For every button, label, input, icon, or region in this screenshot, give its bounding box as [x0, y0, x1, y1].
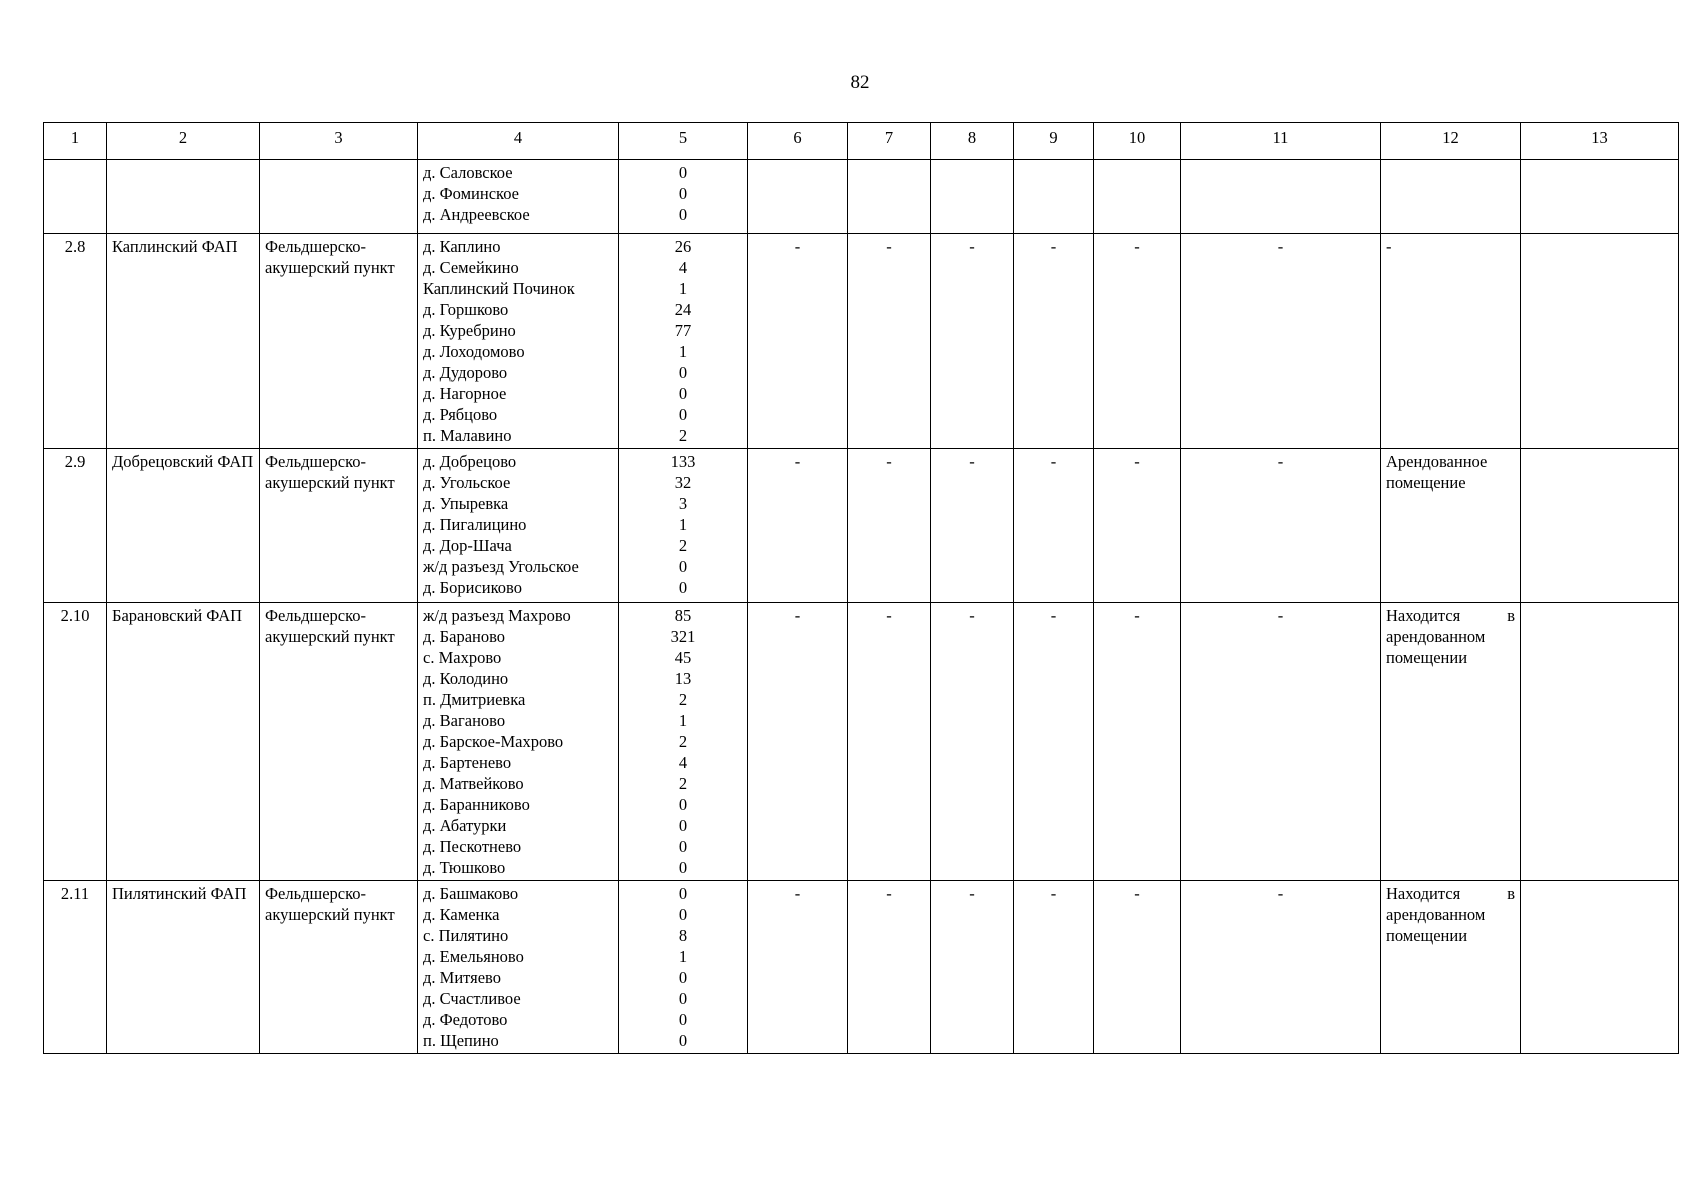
population-count: 2 — [678, 732, 688, 751]
population-count: 0 — [678, 205, 688, 224]
settlement-name: д. Добрецово — [423, 452, 517, 471]
settlement-name: д. Матвейково — [423, 774, 524, 793]
column-header-4: 4 — [418, 123, 619, 160]
row-number-cell — [44, 160, 107, 234]
column-11-cell — [1181, 160, 1381, 234]
column-header-6: 6 — [748, 123, 848, 160]
column-header-10: 10 — [1094, 123, 1181, 160]
table-row — [44, 881, 1679, 1054]
population-count: 13 — [674, 669, 692, 688]
population-count: 4 — [678, 753, 688, 772]
settlement-name: д. Тюшково — [423, 858, 506, 877]
settlement-name: д. Куребрино — [423, 321, 516, 340]
population-count: 0 — [678, 384, 688, 403]
settlement-name: д. Горшково — [423, 300, 509, 319]
facility-type-cell: Фельдшерско-акушерский пункт — [260, 603, 418, 881]
settlement-name: ж/д разъезд Угольское — [423, 557, 579, 576]
population-count: 0 — [678, 363, 688, 382]
population-count: 32 — [674, 473, 692, 492]
column-11-cell: - — [1181, 881, 1381, 1054]
population-count: 0 — [678, 163, 688, 182]
column-11-cell: - — [1181, 603, 1381, 881]
population-count: 0 — [678, 858, 688, 877]
column-header-7: 7 — [848, 123, 931, 160]
facility-type-cell: Фельдшерско-акушерский пункт — [260, 449, 418, 603]
population-count: 4 — [678, 258, 688, 277]
column-9-cell: - — [1014, 234, 1094, 449]
population-count: 0 — [678, 405, 688, 424]
column-9-cell: - — [1014, 603, 1094, 881]
column-8-cell: - — [931, 234, 1014, 449]
population-count: 24 — [674, 300, 692, 319]
population-count: 0 — [678, 968, 688, 987]
settlement-name: д. Абатурки — [423, 816, 507, 835]
column-8-cell: - — [931, 603, 1014, 881]
column-9-cell — [1014, 160, 1094, 234]
column-11-cell: - — [1181, 449, 1381, 603]
population-count: 0 — [678, 1010, 688, 1029]
population-count: 2 — [678, 536, 688, 555]
table-row — [44, 449, 1679, 603]
population-count: 77 — [674, 321, 692, 340]
column-header-9: 9 — [1014, 123, 1094, 160]
population-count: 2 — [678, 690, 688, 709]
population-count: 321 — [670, 627, 696, 646]
column-12-cell — [1381, 160, 1521, 234]
column-6-cell — [748, 160, 848, 234]
population-count-cell — [619, 234, 748, 449]
row-number-cell: 2.11 — [44, 881, 107, 1054]
population-count: 2 — [678, 426, 688, 445]
population-count: 2 — [678, 774, 688, 793]
column-12-cell: Находится в арендованном помещении — [1381, 881, 1521, 1054]
column-13-cell — [1521, 234, 1679, 449]
population-count: 0 — [678, 578, 688, 597]
column-13-cell — [1521, 603, 1679, 881]
column-header-11: 11 — [1181, 123, 1381, 160]
settlement-name: д. Пигалицино — [423, 515, 527, 534]
settlement-name: с. Махрово — [423, 648, 502, 667]
table-row — [44, 160, 1679, 234]
settlements-cell — [418, 881, 619, 1054]
settlement-name: д. Рябцово — [423, 405, 498, 424]
settlements-cell — [418, 603, 619, 881]
settlement-name: д. Митяево — [423, 968, 501, 987]
column-10-cell: - — [1094, 603, 1181, 881]
settlement-name: д. Пескотнево — [423, 837, 522, 856]
population-count: 8 — [678, 926, 688, 945]
column-9-cell: - — [1014, 449, 1094, 603]
settlements-cell — [418, 234, 619, 449]
population-count: 1 — [678, 711, 688, 730]
column-header-13: 13 — [1521, 123, 1679, 160]
settlement-name: д. Бараново — [423, 627, 506, 646]
header-row — [44, 123, 1679, 160]
row-number-cell: 2.8 — [44, 234, 107, 449]
settlement-name: Каплинский Починок — [423, 279, 575, 298]
column-header-1: 1 — [44, 123, 107, 160]
settlement-name: д. Колодино — [423, 669, 509, 688]
column-8-cell: - — [931, 449, 1014, 603]
settlement-name: д. Федотово — [423, 1010, 508, 1029]
population-count: 0 — [678, 837, 688, 856]
column-8-cell: - — [931, 881, 1014, 1054]
settlement-name: д. Упыревка — [423, 494, 509, 513]
settlement-name: д. Андреевское — [423, 205, 530, 224]
column-6-cell: - — [748, 449, 848, 603]
population-count: 0 — [678, 557, 688, 576]
table-row — [44, 603, 1679, 881]
column-header-2: 2 — [107, 123, 260, 160]
column-7-cell: - — [848, 234, 931, 449]
settlement-name: д. Лоходомово — [423, 342, 525, 361]
facility-name-cell: Каплинский ФАП — [107, 234, 260, 449]
column-10-cell: - — [1094, 449, 1181, 603]
column-6-cell: - — [748, 603, 848, 881]
settlement-name: д. Каплино — [423, 237, 501, 256]
settlement-name: д. Угольское — [423, 473, 511, 492]
column-12-cell: - — [1381, 234, 1521, 449]
column-7-cell: - — [848, 881, 931, 1054]
settlement-name: д. Дор-Шача — [423, 536, 512, 555]
facility-name-cell: Барановский ФАП — [107, 603, 260, 881]
column-6-cell: - — [748, 234, 848, 449]
column-7-cell: - — [848, 449, 931, 603]
settlement-name: д. Емельяново — [423, 947, 524, 966]
population-count: 45 — [674, 648, 692, 667]
column-10-cell — [1094, 160, 1181, 234]
population-count-cell — [619, 449, 748, 603]
settlements-cell — [418, 449, 619, 603]
column-10-cell: - — [1094, 881, 1181, 1054]
column-header-12: 12 — [1381, 123, 1521, 160]
facility-type-cell: Фельдшерско-акушерский пункт — [260, 234, 418, 449]
population-count: 1 — [678, 947, 688, 966]
column-10-cell: - — [1094, 234, 1181, 449]
population-count: 1 — [678, 279, 688, 298]
column-9-cell: - — [1014, 881, 1094, 1054]
population-count: 85 — [674, 606, 692, 625]
facility-name-cell: Добрецовский ФАП — [107, 449, 260, 603]
settlement-name: д. Баранниково — [423, 795, 530, 814]
settlement-name: п. Малавино — [423, 426, 512, 445]
population-count-cell — [619, 603, 748, 881]
column-12-cell: Арендованное помещение — [1381, 449, 1521, 603]
row-number-cell: 2.10 — [44, 603, 107, 881]
settlement-name: д. Фоминское — [423, 184, 519, 203]
settlement-name: д. Башмаково — [423, 884, 519, 903]
settlement-name: д. Барское-Махрово — [423, 732, 564, 751]
settlement-name: п. Дмитриевка — [423, 690, 526, 709]
population-count: 0 — [678, 884, 688, 903]
population-count: 0 — [678, 184, 688, 203]
settlement-name: д. Семейкино — [423, 258, 519, 277]
settlement-name: д. Дудорово — [423, 363, 508, 382]
column-header-8: 8 — [931, 123, 1014, 160]
settlement-name: д. Счастливое — [423, 989, 521, 1008]
settlement-name: с. Пилятино — [423, 926, 509, 945]
population-count: 1 — [678, 515, 688, 534]
settlement-name: ж/д разъезд Махрово — [423, 606, 571, 625]
column-6-cell: - — [748, 881, 848, 1054]
population-count: 0 — [678, 1031, 688, 1050]
population-count: 0 — [678, 989, 688, 1008]
population-count: 133 — [670, 452, 696, 471]
facility-name-cell: Пилятинский ФАП — [107, 881, 260, 1054]
population-count: 3 — [678, 494, 688, 513]
facility-type-cell — [260, 160, 418, 234]
population-count: 0 — [678, 795, 688, 814]
settlement-name: д. Ваганово — [423, 711, 506, 730]
column-12-cell: Находится в арендованном помещении — [1381, 603, 1521, 881]
column-header-3: 3 — [260, 123, 418, 160]
column-13-cell — [1521, 881, 1679, 1054]
population-count: 0 — [678, 905, 688, 924]
settlement-name: д. Борисиково — [423, 578, 522, 597]
population-count: 0 — [678, 816, 688, 835]
settlement-name: д. Саловское — [423, 163, 513, 182]
facility-name-cell — [107, 160, 260, 234]
population-count-cell — [619, 160, 748, 234]
row-number-cell: 2.9 — [44, 449, 107, 603]
population-count-cell — [619, 881, 748, 1054]
column-13-cell — [1521, 449, 1679, 603]
data-table — [43, 122, 1679, 1054]
settlement-name: д. Нагорное — [423, 384, 507, 403]
population-count: 26 — [674, 237, 692, 256]
column-header-5: 5 — [619, 123, 748, 160]
facility-type-cell: Фельдшерско-акушерский пункт — [260, 881, 418, 1054]
population-count: 1 — [678, 342, 688, 361]
column-11-cell: - — [1181, 234, 1381, 449]
settlements-cell — [418, 160, 619, 234]
column-7-cell: - — [848, 603, 931, 881]
column-8-cell — [931, 160, 1014, 234]
settlement-name: п. Щепино — [423, 1031, 499, 1050]
column-7-cell — [848, 160, 931, 234]
settlement-name: д. Бартенево — [423, 753, 512, 772]
column-13-cell — [1521, 160, 1679, 234]
settlement-name: д. Каменка — [423, 905, 500, 924]
table-row — [44, 234, 1679, 449]
page-number: 82 — [850, 72, 870, 93]
